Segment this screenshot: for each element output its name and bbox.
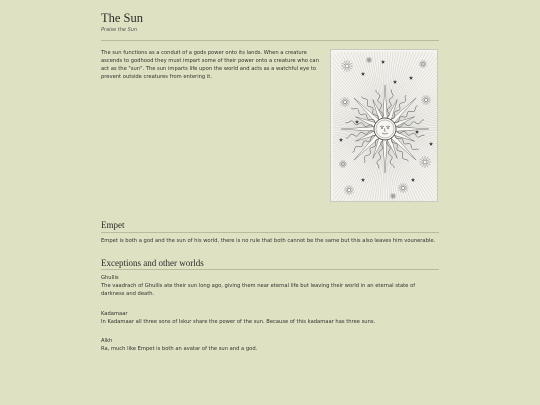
page-title: The Sun bbox=[101, 11, 144, 25]
sun-illustration bbox=[330, 49, 438, 202]
world-name: Ghullis bbox=[101, 275, 119, 281]
empet-divider bbox=[101, 232, 439, 233]
world-description: Ra, much like Empet is both an avatar of the sun and a god. bbox=[101, 346, 258, 352]
world-name: Alkh bbox=[101, 338, 113, 344]
section-heading-exceptions: Exceptions and other worlds bbox=[101, 258, 204, 268]
title-divider bbox=[101, 40, 439, 41]
world-entry bbox=[101, 274, 439, 298]
world-description: The vaadrach of Ghullis ate their sun long ago, giving them near eternal life but leaving their world in an eternal state of darkness and death. bbox=[101, 283, 416, 297]
section-heading-empet: Empet bbox=[101, 220, 125, 230]
engraved-sun-icon bbox=[333, 52, 437, 201]
world-name: Kadamaar bbox=[101, 311, 128, 317]
world-entry bbox=[101, 310, 439, 326]
empet-paragraph: Empet is both a god and the sun of his world, there is no rule that both cannot be the same but this also leaves him vounerable. bbox=[101, 238, 436, 244]
page-subtitle: Praise the Sun bbox=[101, 27, 138, 33]
world-description: In Kadamaar all three sons of Iskur share the power of the sun. Because of this kadamaar has three suns. bbox=[101, 319, 376, 325]
world-entry bbox=[101, 337, 439, 353]
intro-paragraph: The sun functions as a conduit of a gods power onto its lands. When a creature ascends to godhood they must impart some of their power onto a creature who can act as the "sun". The sun imparts life upon the world and acts as a watchful eye to prevent outside creatures from entering it. bbox=[101, 50, 319, 80]
exceptions-divider bbox=[101, 269, 439, 270]
